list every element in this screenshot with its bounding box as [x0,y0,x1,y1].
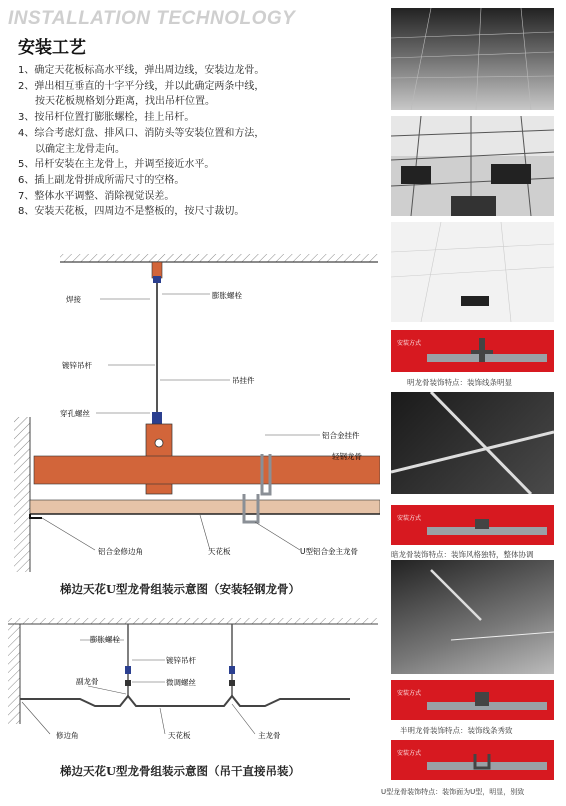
label-hanger: 吊挂件 [232,376,255,385]
label-main-keel: 主龙骨 [258,731,281,740]
wall-hatch [14,417,30,572]
header-title-cn: 安装工艺 [18,38,86,58]
diagram2-caption: 梯边天花U型龙骨组装示意图（吊干直接吊装） [60,764,301,778]
step-item: 以确定主龙骨走向。 [35,143,125,155]
photo-ceiling-tiles [391,116,554,216]
step-item: 按天花板规格划分距离，找出吊杆位置。 [35,96,215,108]
ceiling-line [20,696,350,706]
step-item: 2、弹出相互垂直的十字平分线，并以此确定两条中线， [18,80,265,92]
install-title: 安装方式 [397,750,422,757]
hanger-clip [152,412,162,424]
photo-concealed-grid [391,560,554,674]
step-item: 7、整体水平调整、消除视觉误差。 [18,190,175,202]
label-weld: 焊接 [66,295,81,304]
ceiling-board [30,500,380,514]
photo-finished-ceiling [391,222,554,322]
label-light-keel: 轻钢龙骨 [332,452,362,461]
install-title: 安装方式 [397,515,422,522]
label-sub-keel: 副龙骨 [76,677,99,686]
photo-ceiling-frame [391,8,554,110]
label-alu-hanger: 铝合金挂件 [322,431,360,440]
step-item: 1、确定天花板标高水平线，弹出周边线，安装边龙骨。 [18,65,265,76]
caption-concealed: 暗龙骨装饰特点：装饰风格独特，整体协调 [391,550,534,559]
step-item: 3、按吊杆位置打膨胀螺栓，挂上吊杆。 [18,112,195,124]
label-galv-rod-2: 镀锌吊杆 [166,656,196,665]
caption-exposed: 明龙骨装饰特点：装饰线条明显 [407,378,512,387]
label-edge-angle: 修边角 [56,731,79,740]
light-keel-bar [34,456,380,484]
expansion-bolt [152,262,162,278]
caption-semi: 半明龙骨装饰特点：装饰线条秀致 [400,726,513,735]
label-alu-edge: 铝合金修边角 [98,547,143,556]
install-title: 安装方式 [397,340,422,347]
step-item: 4、综合考虑灯盘、排风口、消防头等安装位置和方法， [18,127,265,139]
install-panel-u-type [391,740,554,780]
step-item: 5、吊杆安装在主龙骨上，并调至接近水平。 [18,159,215,171]
install-panel-concealed [391,505,554,545]
thru-bolt [155,439,163,447]
install-panel-exposed [391,330,554,372]
slab-hatch [60,254,378,262]
diagram-light-steel-keel [0,232,380,572]
step-item: 8、安装天花板，四周边不是整板的，按尺寸裁切。 [18,206,245,218]
photo-exposed-grid [391,392,554,494]
label-fine-screw: 微调螺丝 [166,678,196,687]
steps-list [18,63,264,220]
label-u-main: U型铝合金主龙骨 [300,547,358,556]
install-panel-semi [391,680,554,720]
label-expansion-bolt: 膨胀螺栓 [212,291,242,300]
caption-u-type: U型龙骨装饰特点：装饰面为U型，明显，别致 [381,788,525,796]
diagram-direct-hanging [0,604,380,754]
diagram1-caption: 梯边天花U型龙骨组装示意图（安装轻钢龙骨） [60,582,301,596]
header-title-en: INSTALLATION TECHNOLOGY [8,8,296,29]
weld-mark [153,276,161,283]
step-item: 6、插上副龙骨拼成所需尺寸的空格。 [18,174,185,186]
label-thru-bolt: 穿孔螺丝 [60,409,90,418]
label-expansion-bolt-2: 膨胀螺栓 [90,635,120,644]
label-galv-rod: 镀锌吊杆 [62,361,92,370]
label-ceiling: 天花板 [208,547,231,556]
install-title: 安装方式 [397,690,422,697]
label-ceiling-2: 天花板 [168,731,191,740]
